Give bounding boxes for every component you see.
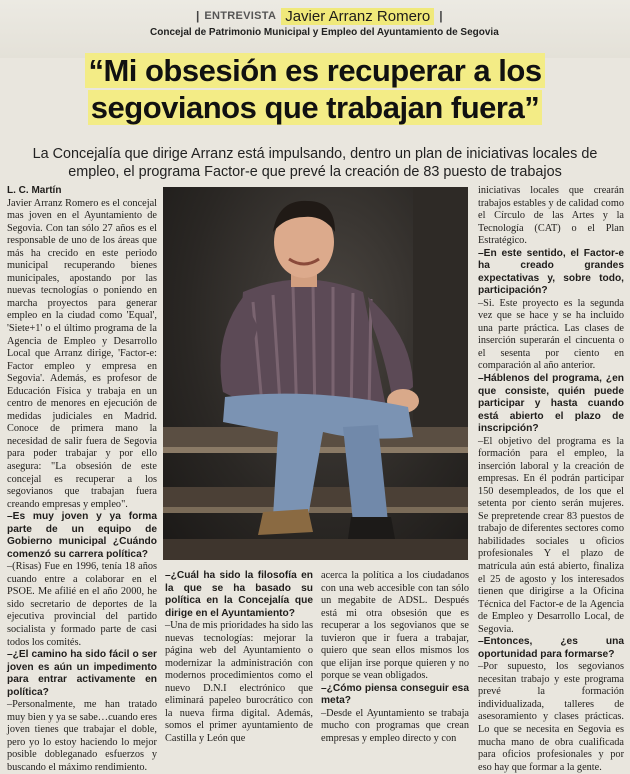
headline-line-1: “Mi obsesión es recuperar a los xyxy=(85,53,544,88)
portrait-illustration xyxy=(163,187,468,560)
answer: –Por supuesto, los segovianos necesitan trabajo y este programa prevé la formación individualizada, talleres de asesoramiento y clases prácticas. Lo que se necesita en Segovia es mucha mano de obra cualificada para oficios profesionales y por eso hay que formar a la gente. xyxy=(478,661,624,773)
intro-paragraph: Javier Arranz Romero es el concejal mas joven en el Ayuntamiento de Segovia. Con tan sólo 27 años es el responsable de uno de los áreas que más ha crecido en este periodo municipal recuperando bienes municipales, apostando por las nuevas tecnologías o poniendo en marcha proyectos para generar empleo en la ciudad como 'Equal', 'Siete+1' o el último programa de la Agencia de Empleo y Desarrollo Local que Arranz dirige, 'Factor-e: Factor empleo y empresa en Segovia'. Además, es profesor de Educación Física y trabaja en un centro de menores en ejecución de medidas judiciales en Madrid. Conoce de primera mano la necesidad de salir fuera de Segovia para poder trabajar y por ello asegura: "La obsesión de este concejal es recuperar a los segovianos que trabajan fuera creando empresas y empleo". xyxy=(7,197,157,510)
question: –¿Cuál ha sido la filosofía en la que se ha basado su política en la Concejalía que dirige en el Ayuntamiento? xyxy=(165,570,313,619)
answer: –Personalmente, me han tratado muy bien y ya se sabe…cuando eres joven tienes que trabajar el doble, pero yo lo estoy haciendo lo mejor posible dobleganado esfuerzos y buscando el máximo rendimiento. xyxy=(7,699,157,773)
column-2 xyxy=(165,570,313,745)
answer: –El objetivo del programa es la formación para el empleo, la inserción laboral y la creación de empresas. En él podrán participar 150 desempleados, de los que el setenta por ciento serán mujeres. Se prepretende crear 83 puestos de trabajo de diferentes sectores como habilidades sociales u oficios profesionales Y el plazo de matrícula aún está abierto, finaliza el 25 de agosto y los interesados tienen que dirigirse a la Oficina Técnica del Factor-e de la Agencia de Empleo y Desarrollo Local, de Segovia. xyxy=(478,435,624,635)
kicker xyxy=(196,6,443,26)
question: –Es muy joven y ya forma parte de un equipo de Gobierno municipal ¿Cuándo comenzó su carrera política? xyxy=(7,511,157,560)
interviewee-name: Javier Arranz Romero xyxy=(281,8,434,25)
section-label: ENTREVISTA xyxy=(204,10,277,22)
kicker-separator-end: | xyxy=(439,9,443,23)
column-4 xyxy=(478,185,624,774)
interviewee-title: Concejal de Patrimonio Municipal y Empleo del Ayuntamiento de Segovia xyxy=(150,27,499,38)
deck: La Concejalía que dirige Arranz está impulsando, dentro un plan de iniciativas locales de empleo, el programa Factor-e que prevé la creación de 83 puesto de trabajos xyxy=(32,146,598,180)
question: –Háblenos del programa, ¿en que consiste, quién puede participar y hasta cuando está abierto el plazo de inscripción? xyxy=(478,373,624,435)
column-1 xyxy=(7,185,157,774)
headline-line-2: segovianos que trabajan fuera” xyxy=(88,90,542,125)
question: –Entonces, ¿es una oportunidad para formarse? xyxy=(478,636,624,660)
question: –¿Cómo piensa conseguir esa meta? xyxy=(321,682,469,707)
column-3 xyxy=(321,570,469,746)
answer: –Si. Este proyecto es la segunda vez que se hace y se ha incluido una parte práctica. Las clases de inserción superarán el cincuenta o el sesenta por ciento en comparación al año anterior. xyxy=(478,297,624,372)
answer: –Una de mis prioridades ha sido las nuevas tecnologías: mejorar la página web del Ayuntamiento o modernizar la administración con modernos procedimientos como el nuevo D.N.I electrónico que eliminará papeleo burocrático con la nueva firma digital. Además, somos el primer ayuntamiento de Castilla y León que xyxy=(165,620,313,744)
kicker-separator: | xyxy=(196,9,200,23)
headline xyxy=(40,52,590,126)
interviewee-photo xyxy=(163,187,468,560)
answer: acerca la política a los ciudadanos con una web accesible con tan sólo un megabite de ADSL. Después está mi otra obsesión que es recuperar a los segovianos que se tuvieron que ir fuera a trabajar, quiero que sean ellos mismos los que elijan irse porque quieren y no porque se vean obligados. xyxy=(321,570,469,682)
question: –¿El camino ha sido fácil o ser joven es aún un impedimento para entrar activamente en política? xyxy=(7,649,157,698)
answer: iniciativas locales que crearán trabajos estables y de calidad como el Círculo de las Artes y la Tecnología (CAT) o el Plan Estratégico. xyxy=(478,185,624,247)
byline: L. C. Martín xyxy=(7,185,62,196)
answer: –(Risas) Fue en 1996, tenía 18 años cuando entre a colaborar en el PSOE. Me afilié en el año 2000, he sido secretario de deportes de la ejecutiva provincial del partido socialista y formado parte de casi todos los comités. xyxy=(7,561,157,648)
answer: –Desde el Ayuntamiento se trabaja mucho con programas que crean empresas y empleo directo y con xyxy=(321,707,469,745)
question: –En este sentido, el Factor-e ha creado grandes expectativas y, sobre todo, participación? xyxy=(478,247,624,297)
